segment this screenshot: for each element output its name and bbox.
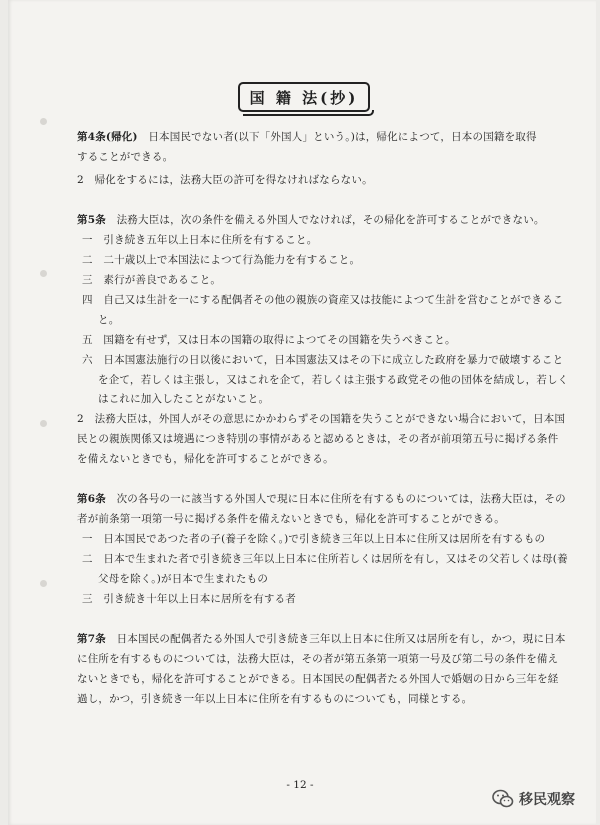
line-text: 三 素行が善良であること。: [82, 274, 222, 286]
line-text: 二 二十歳以上で本国法によつて行為能力を有すること。: [82, 254, 361, 266]
line-text: 民との親族関係又は境遇につき特別の事情があると認めるときは，その者が前項第五号に掲げる条件: [77, 433, 559, 445]
text-line: [82, 353, 563, 367]
text-line: [77, 130, 537, 144]
article-heading: 第4条(帰化): [77, 131, 138, 143]
text-line: [82, 552, 568, 566]
punch-hole: [40, 420, 47, 427]
text-line: [82, 333, 456, 347]
line-text: ないときでも，帰化を許可することができる。日本国民の配偶者たる外国人で婚姻の日から三年を経: [77, 673, 559, 685]
text-line: [77, 213, 545, 227]
line-text: 父母を除く。)が日本で生まれたもの: [98, 573, 269, 585]
text-line: [82, 273, 221, 287]
line-text: 日本国民でない者(以下「外国人」という。)は，帰化によつて，日本の国籍を取得: [148, 131, 537, 143]
line-text: 六 日本国憲法施行の日以後において，日本国憲法又はその下に成立した政府を暴力で破壊すること: [82, 354, 564, 366]
text-line: [77, 512, 505, 526]
punch-hole: [40, 270, 47, 277]
text-line: [82, 233, 317, 247]
watermark-text: 移民观察: [519, 792, 575, 808]
text-line: [77, 652, 558, 666]
text-line: [82, 532, 545, 546]
text-line: [77, 692, 472, 706]
line-text: 過し，かつ，引き続き一年以上日本に住所を有するものについても，同様とする。: [77, 693, 473, 705]
text-line: [77, 432, 558, 446]
text-line: [82, 592, 296, 606]
wechat-icon: [492, 789, 514, 809]
text-line: [98, 572, 268, 586]
text-line: [98, 373, 568, 387]
line-text: 法務大臣は，次の条件を備える外国人でなければ，その帰化を許可することができない。: [116, 214, 545, 226]
text-line: [82, 253, 360, 267]
line-text: 二 日本で生まれた者で引き続き三年以上日本に住所若しくは居所を有し，又はその父若しくは母(養: [82, 553, 568, 565]
line-text: 日本国民の配偶者たる外国人で引き続き三年以上日本に住所又は居所を有し，かつ，現に日本: [116, 633, 566, 645]
line-text: 者が前条第一項第一号に掲げる条件を備えないときでも，帰化を許可することができる。: [77, 513, 505, 525]
line-text: 一 引き続き五年以上日本に住所を有すること。: [82, 234, 318, 246]
text-line: [82, 293, 564, 307]
article-heading: 第7条: [77, 633, 106, 645]
article-heading: 第5条: [77, 214, 106, 226]
line-text: に住所を有するものについては，法務大臣は，その者が第五条第一項第一号及び第二号の条件を備え: [77, 653, 559, 665]
watermark: [492, 789, 575, 809]
text-line: [77, 150, 173, 164]
article-heading: 第6条: [77, 493, 106, 505]
line-text: 2 法務大臣は，外国人がその意思にかかわらずその国籍を失うことができない場合において，日本国: [77, 413, 566, 425]
punch-hole: [40, 118, 47, 125]
punch-hole: [40, 580, 47, 587]
text-line: [77, 632, 566, 646]
line-text: を備えないときでも，帰化を許可することができる。: [77, 453, 334, 465]
line-text: 五 国籍を有せず，又は日本の国籍の取得によつてその国籍を失うべきこと。: [82, 334, 456, 346]
text-line: [77, 492, 566, 506]
text-line: [98, 313, 119, 327]
text-line: [77, 173, 373, 187]
text-line: [77, 452, 334, 466]
text-line: [77, 412, 565, 426]
page-number: - 12 -: [286, 779, 314, 791]
line-text: 三 引き続き十年以上日本に居所を有する者: [82, 593, 296, 605]
line-text: することができる。: [77, 151, 174, 163]
line-text: 一 日本国民であつた者の子(養子を除く。)で引き続き三年以上日本に住所又は居所を有するもの: [82, 533, 546, 545]
line-text: はこれに加入したことがないこと。: [98, 393, 270, 405]
text-line: [77, 672, 559, 686]
line-text: を企て，若しくは主張し，又はこれを企て，若しくは主張する政党その他の団体を結成し，若しく: [98, 374, 569, 386]
document-title: 国 籍 法(抄): [238, 82, 370, 112]
line-text: 四 自己又は生計を一にする配偶者その他の親族の資産又は技能によつて生計を営むことができるこ: [82, 294, 564, 306]
line-text: と。: [98, 314, 120, 326]
text-line: [98, 392, 269, 406]
line-text: 2 帰化をするには，法務大臣の許可を得なければならない。: [77, 174, 373, 186]
line-text: 次の各号の一に該当する外国人で現に日本に住所を有するものについては，法務大臣は，その: [116, 493, 566, 505]
